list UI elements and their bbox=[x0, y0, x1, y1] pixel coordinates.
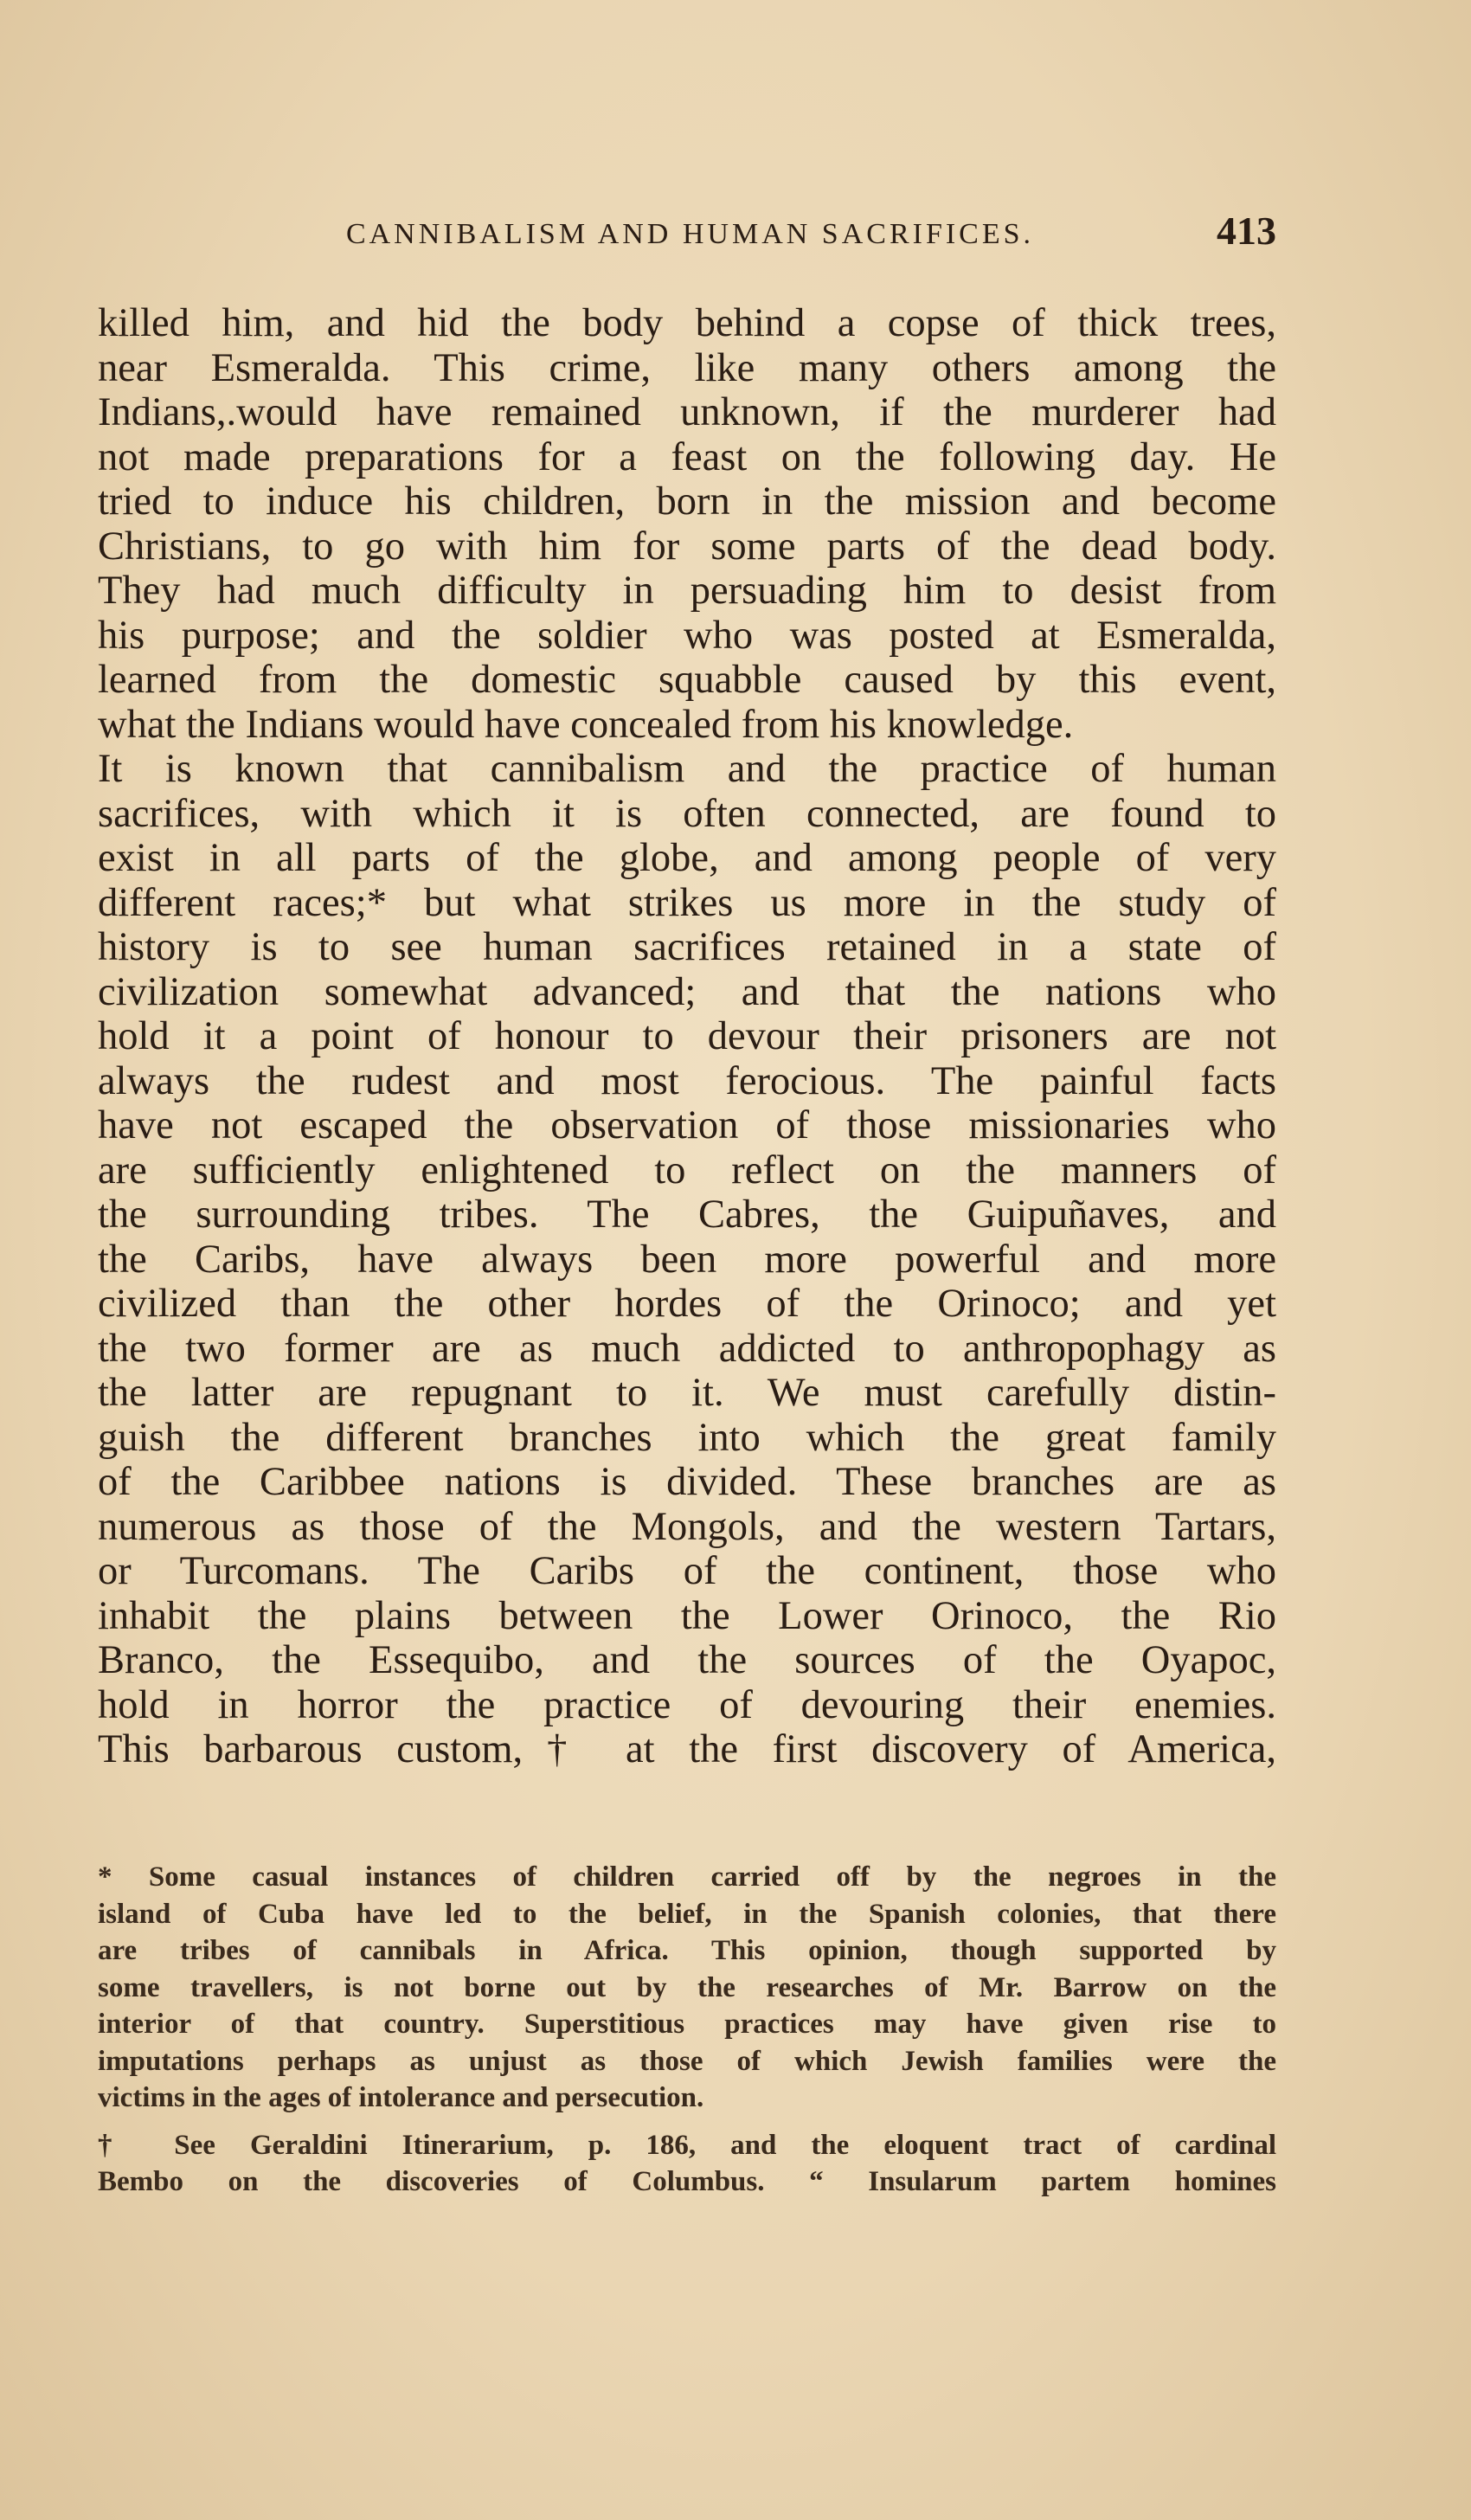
text-line: near Esmeralda. This crime, like many others among the bbox=[98, 345, 1276, 390]
text-line: inhabit the plains between the Lower Orinoco, the Rio bbox=[98, 1593, 1276, 1638]
text-line: hold in horror the practice of devouring their enemies. bbox=[98, 1682, 1276, 1727]
text-line: the two former are as much addicted to anthropophagy as bbox=[98, 1326, 1276, 1371]
footnote-2 bbox=[98, 2127, 1276, 2201]
text-line: Christians, to go with him for some parts of the dead body. bbox=[98, 524, 1276, 569]
text-line: tried to induce his children, born in the mission and become bbox=[98, 479, 1276, 524]
text-line: have not escaped the observation of those missionaries who bbox=[98, 1103, 1276, 1148]
footnote-line: imputations perhaps as unjust as those of which Jewish families were the bbox=[98, 2045, 1276, 2077]
text-line: not made preparations for a feast on the following day. He bbox=[98, 434, 1276, 479]
footnote-line: Bembo on the discoveries of Columbus. “ Insularum partem homines bbox=[98, 2166, 1276, 2197]
footnote-line: island of Cuba have led to the belief, in the Spanish colonies, that there bbox=[98, 1898, 1276, 1930]
page-number: 413 bbox=[1217, 209, 1276, 253]
text-line: hold it a point of honour to devour their prisoners are not bbox=[98, 1014, 1276, 1058]
text-line: what the Indians would have concealed from his knowledge. bbox=[98, 702, 1074, 747]
text-line: civilized than the other hordes of the Orinoco; and yet bbox=[98, 1282, 1276, 1326]
footnote-line: victims in the ages of intolerance and persecution. bbox=[98, 2082, 704, 2113]
footnote-line: † See Geraldini Itinerarium, p. 186, and the eloquent tract of cardinal bbox=[98, 2129, 1276, 2161]
footnote-line: are tribes of cannibals in Africa. This opinion, though supported by bbox=[98, 1935, 1276, 1966]
text-line: sacrifices, with which it is often connected, are found to bbox=[98, 791, 1276, 836]
text-line: Branco, the Essequibo, and the sources of the Oyapoc, bbox=[98, 1638, 1276, 1682]
text-line: of the Caribbee nations is divided. These branches are as bbox=[98, 1460, 1276, 1504]
text-line: are sufficiently enlightened to reflect on the manners of bbox=[98, 1148, 1276, 1192]
text-line: They had much difficulty in persuading him to desist from bbox=[98, 569, 1276, 613]
text-line: exist in all parts of the globe, and among people of very bbox=[98, 836, 1276, 880]
text-line: numerous as those of the Mongols, and the western Tartars, bbox=[98, 1504, 1276, 1549]
text-line: always the rudest and most ferocious. The painful facts bbox=[98, 1058, 1276, 1103]
footnote-line: * Some casual instances of children carried off by the negroes in the bbox=[98, 1861, 1276, 1893]
text-line: history is to see human sacrifices retained in a state of bbox=[98, 925, 1276, 969]
text-line: different races;* but what strikes us more in the study of bbox=[98, 880, 1276, 925]
footnote-line: interior of that country. Superstitious practices may have given rise to bbox=[98, 2009, 1276, 2040]
footnote-spacer bbox=[98, 2117, 1276, 2127]
paragraph-start-line: It is known that cannibalism and the practice of human bbox=[98, 747, 1276, 791]
footnote-1 bbox=[98, 1859, 1276, 2117]
text-line: the surrounding tribes. The Cabres, the Guipuñaves, and bbox=[98, 1192, 1276, 1237]
page-header bbox=[104, 208, 1276, 260]
running-head: CANNIBALISM AND HUMAN SACRIFICES. bbox=[345, 218, 1035, 250]
text-line: guish the different branches into which the great family bbox=[98, 1415, 1276, 1460]
text-line: civilization somewhat advanced; and that the nations who bbox=[98, 969, 1276, 1014]
text-line: the latter are repugnant to it. We must carefully distin- bbox=[98, 1371, 1276, 1415]
text-line: the Caribs, have always been more powerful and more bbox=[98, 1237, 1276, 1282]
text-line: This barbarous custom,† at the first discovery of America, bbox=[98, 1727, 1276, 1771]
text-line: or Turcomans. The Caribs of the continent, those who bbox=[98, 1549, 1276, 1593]
text-line: Indians,.would have remained unknown, if the murderer had bbox=[98, 390, 1276, 434]
footnote-line: some travellers, is not borne out by the researches of Mr. Barrow on the bbox=[98, 1971, 1276, 2003]
text-line: his purpose; and the soldier who was posted at Esmeralda, bbox=[98, 613, 1276, 658]
text-line: killed him, and hid the body behind a copse of thick trees, bbox=[98, 301, 1276, 345]
text-line: learned from the domestic squabble caused by this event, bbox=[98, 658, 1276, 702]
body-text bbox=[98, 301, 1276, 1772]
footnotes bbox=[98, 1859, 1276, 2201]
